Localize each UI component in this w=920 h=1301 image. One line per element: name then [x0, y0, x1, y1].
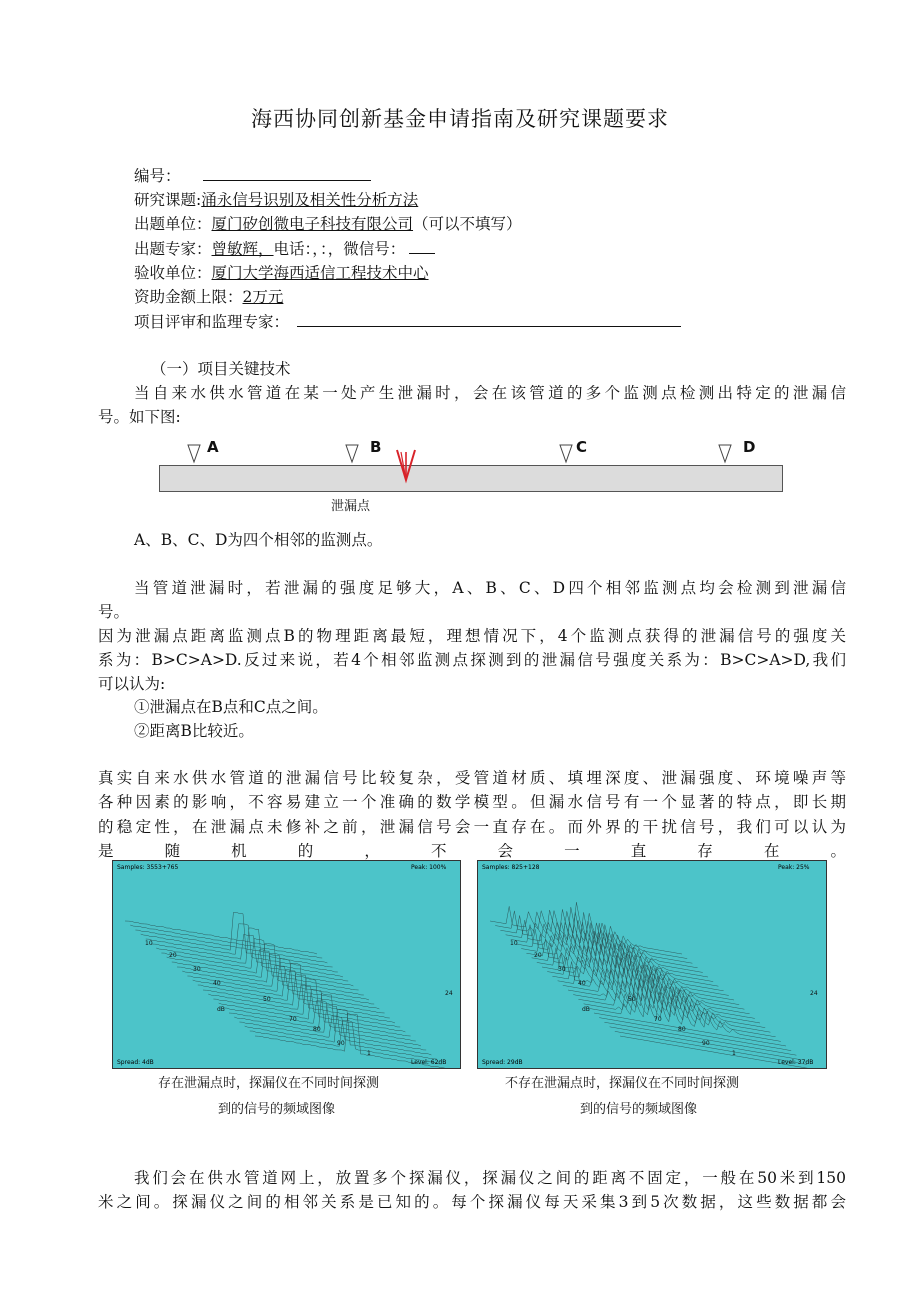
unit-note: （可以不填写）	[413, 215, 522, 233]
para2: A、B、C、D为四个相邻的监测点。	[134, 531, 383, 549]
para3-line1: 当管道泄漏时，若泄漏的强度足够大，A、B、C、D四个相邻监测点均会检测到泄漏信	[134, 579, 846, 597]
expert-contact: 电话：，：，微信号：	[273, 240, 406, 258]
funding-value: 2万元	[242, 288, 284, 306]
plot1-peak: Peak: 100%	[411, 864, 447, 871]
axis-tick-label: 80	[678, 1026, 686, 1033]
axis-tick-label: 90	[337, 1040, 345, 1047]
axis-tick-label: dB	[582, 1006, 590, 1013]
spectrum-plot-leak	[112, 860, 461, 1069]
figure1-caption-line2: 到的信号的频域图像	[218, 1102, 336, 1117]
para5-line1: 真实自来水供水管道的泄漏信号比较复杂，受管道材质、填埋深度、泄漏强度、环境噪声等	[98, 769, 846, 787]
plot1-waterfall-mesh	[125, 912, 453, 1068]
para6-line1: 我们会在供水管道网上，放置多个探漏仪，探漏仪之间的距离不固定，一般在50米到150	[134, 1169, 846, 1187]
leak-point-icon	[394, 446, 418, 484]
axis-tick-label: 40	[578, 980, 586, 987]
para4-line1: 因为泄漏点距离监测点B的物理距离最短，理想情况下，4个监测点获得的泄漏信号的强度关	[98, 627, 846, 645]
axis-tick-label: 50	[628, 996, 636, 1003]
para1-line2: 号。如下图:	[98, 408, 181, 426]
unit-label: 出题单位：	[134, 215, 212, 233]
marker-b-label: B	[370, 438, 382, 456]
marker-c-label: C	[576, 438, 588, 456]
wechat-blank	[409, 237, 435, 254]
plot2-level: Level: 37dB	[778, 1059, 814, 1066]
para4-line3: 可以认为:	[98, 675, 166, 693]
axis-tick-label: 70	[654, 1016, 662, 1023]
plot2-samples: Samples: 825+128	[482, 864, 540, 871]
marker-c-icon	[560, 445, 572, 462]
list-item-2: ②距离B比较近。	[134, 722, 254, 740]
funding-label: 资助金额上限：	[134, 288, 243, 306]
plot2-spread: Spread: 29dB	[482, 1059, 523, 1066]
spectrum-trace	[490, 902, 682, 954]
acceptance-value: 厦门大学海西适信工程技术中心	[211, 264, 429, 282]
acceptance-line	[134, 261, 429, 285]
funding-line	[134, 285, 283, 309]
marker-b-icon	[346, 445, 358, 462]
expert-value: 曾敏辉，	[211, 240, 274, 258]
review-line	[134, 310, 681, 334]
axis-tick-label: 24	[445, 990, 453, 997]
spectrum-trace	[125, 921, 317, 954]
axis-tick-label: 20	[534, 952, 542, 959]
page-title: 海西协同创新基金申请指南及研究课题要求	[251, 107, 669, 131]
expert-line	[134, 237, 435, 261]
topic-value: 涌永信号识别及相关性分析方法	[201, 191, 419, 209]
figure2-caption-line1: 不存在泄漏点时，探漏仪在不同时间探测	[505, 1076, 740, 1091]
axis-tick-label: 20	[169, 952, 177, 959]
spectrum-trace	[615, 1031, 807, 1064]
monitor-markers	[180, 440, 800, 470]
topic-line	[134, 188, 418, 212]
marker-a-label: A	[207, 438, 219, 456]
spectrum-trace	[156, 928, 348, 981]
axis-tick-label: 40	[213, 980, 221, 987]
para1-line1: 当自来水供水管道在某一处产生泄漏时，会在该管道的多个监测点检测出特定的泄漏信	[134, 384, 846, 402]
spectrum-trace	[245, 1009, 437, 1059]
axis-tick-label: 10	[510, 940, 518, 947]
axis-tick-label: 30	[558, 966, 566, 973]
marker-a-icon	[188, 445, 200, 462]
plot1-spread: Spread: 4dB	[117, 1059, 154, 1066]
para3-line2: 号。	[98, 603, 130, 621]
figure2-caption-line2: 到的信号的频域图像	[580, 1102, 698, 1117]
axis-tick-label: 70	[289, 1016, 297, 1023]
marker-d-icon	[719, 445, 731, 462]
expert-label: 出题专家：	[134, 240, 212, 258]
spectrum-trace	[594, 1013, 786, 1046]
spectrum-plot-no-leak	[477, 860, 827, 1069]
axis-tick-label: 50	[263, 996, 271, 1003]
plot2-waterfall-mesh	[490, 902, 818, 1068]
number-blank	[203, 164, 371, 181]
spectrum-trace	[208, 985, 400, 1027]
plot2-peak: Peak: 25%	[778, 864, 810, 871]
spectrum-trace	[229, 994, 421, 1047]
spectrum-trace	[589, 991, 781, 1041]
para5-line3: 的稳定性，在泄漏点未修补之前，泄漏信号会一直存在。而外界的干扰信号，我们可以认为	[98, 818, 846, 836]
number-label: 编号：	[134, 167, 181, 185]
number-line	[134, 164, 371, 188]
axis-tick-label: 30	[193, 966, 201, 973]
spectrum-trace	[213, 978, 405, 1032]
review-label: 项目评审和监理专家：	[134, 313, 290, 331]
figure1-caption-line1: 存在泄漏点时，探漏仪在不同时间探测	[158, 1076, 380, 1091]
unit-value: 厦门矽创微电子科技有限公司	[211, 215, 414, 233]
spectrum-trace	[604, 1022, 796, 1055]
list-item-1: ①泄漏点在B点和C点之间。	[134, 698, 328, 716]
spectrum-trace	[250, 1021, 442, 1065]
review-blank	[297, 310, 681, 327]
spectrum-trace	[578, 978, 770, 1032]
axis-tick-label: 80	[313, 1026, 321, 1033]
plot1-level: Level: 62dB	[411, 1059, 447, 1066]
axis-tick-label: dB	[217, 1006, 225, 1013]
unit-line	[134, 212, 522, 236]
marker-d-label: D	[743, 438, 756, 456]
acceptance-label: 验收单位：	[134, 264, 212, 282]
para6-line2: 米之间。探漏仪之间的相邻关系是已知的。每个探漏仪每天采集3到5次数据，这些数据都会	[98, 1193, 846, 1211]
axis-tick-label: 1	[732, 1050, 736, 1057]
axis-tick-label: 10	[145, 940, 153, 947]
axis-tick-label: 24	[810, 990, 818, 997]
leak-point-label: 泄漏点	[331, 499, 371, 514]
plot1-samples: Samples: 3553+765	[117, 864, 179, 871]
para4-line2: 系为：B>C>A>D.反过来说，若4个相邻监测点探测到的泄漏信号强度关系为：B>C>A>D,我们	[98, 651, 846, 669]
axis-tick-label: 1	[367, 1050, 371, 1057]
axis-tick-label: 90	[702, 1040, 710, 1047]
para5-line2: 各种因素的影响，不容易建立一个准确的数学模型。但漏水信号有一个显著的特点，即长期	[98, 793, 846, 811]
para5-line4: 是随机的，不会一直存在。	[98, 842, 846, 860]
topic-label: 研究课题:	[134, 191, 202, 209]
section-heading: （一）项目关键技术	[151, 360, 291, 378]
